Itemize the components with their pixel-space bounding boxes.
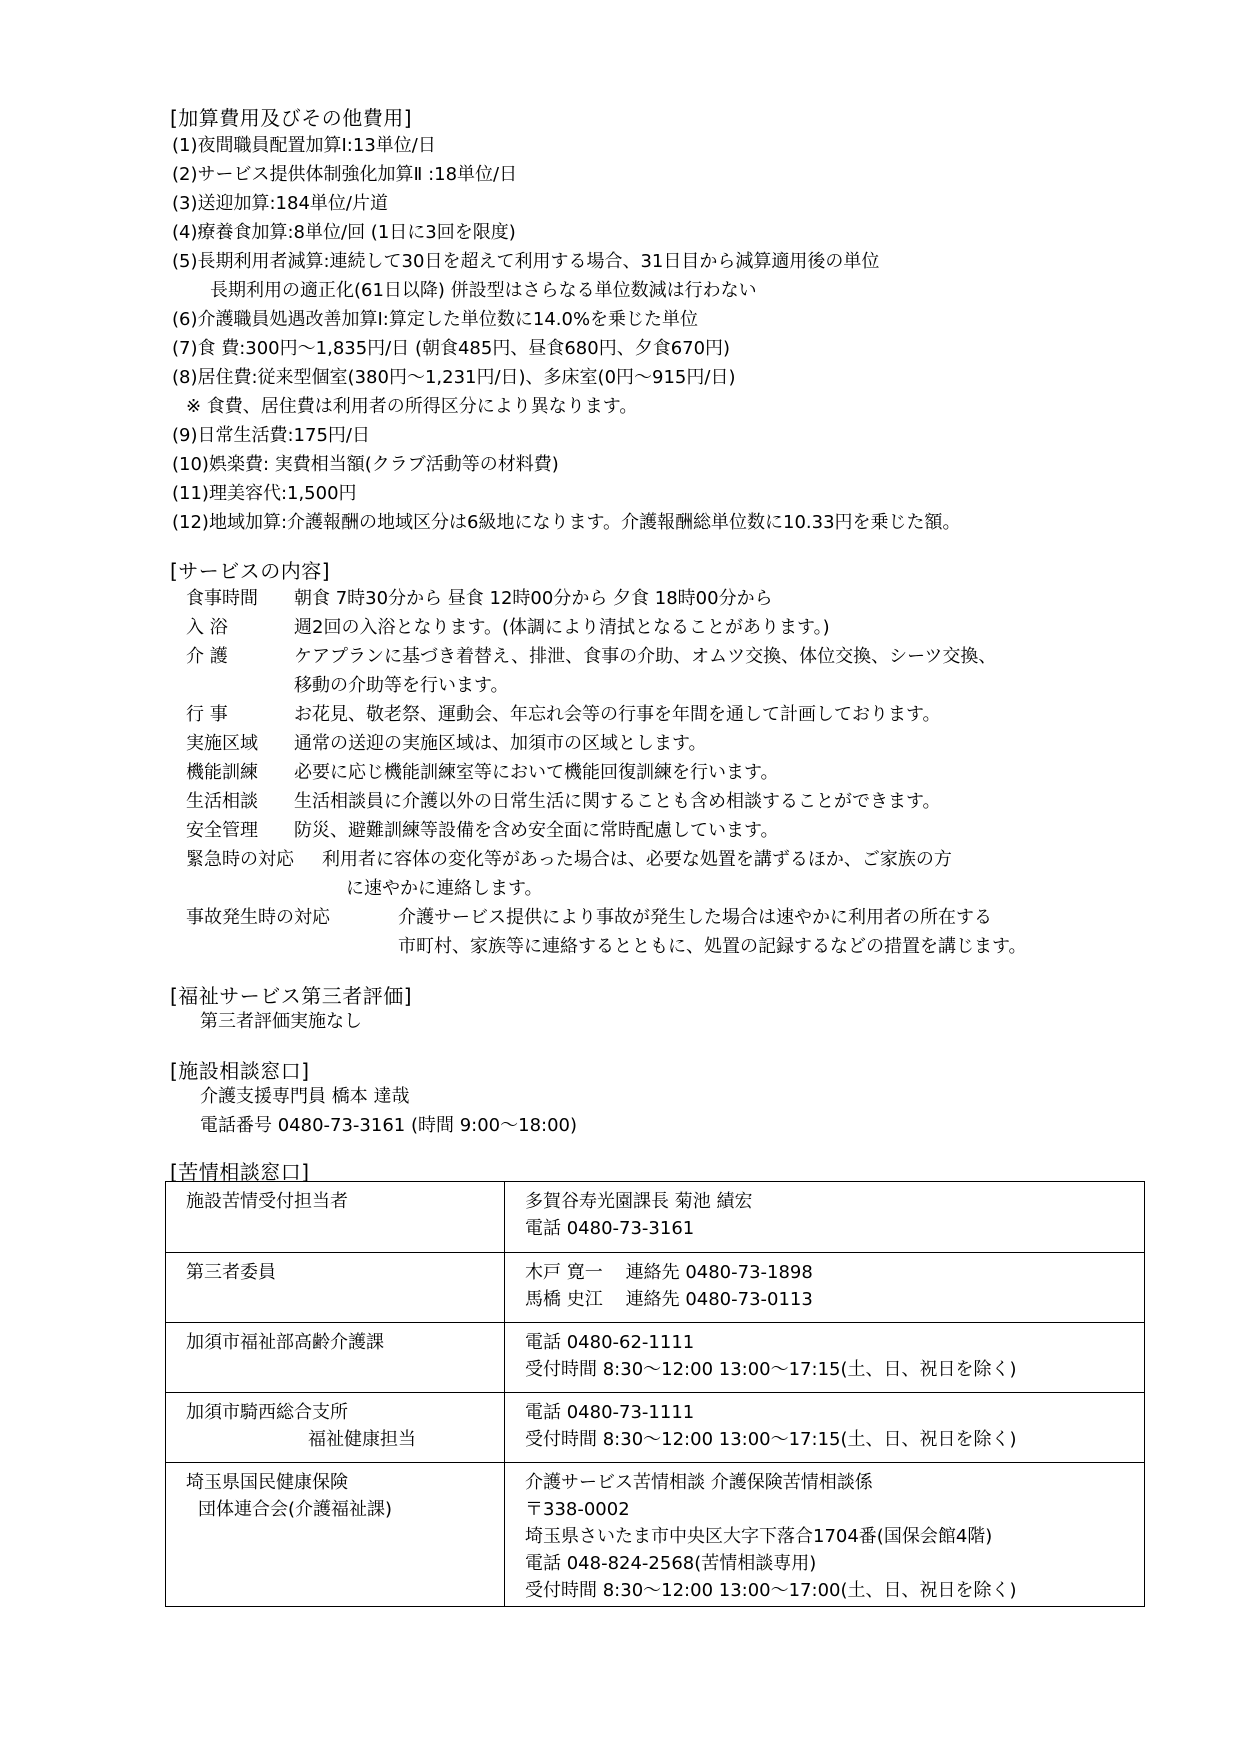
complaint-org-line: 施設苦情受付担当者	[186, 1191, 348, 1212]
complaint-contact-cell	[505, 1253, 1145, 1323]
complaint-contact-line: 電話 0480-73-1111	[525, 1402, 695, 1423]
service-label-area: 実施区域	[186, 733, 258, 754]
fee-item-4: (4)療養食加算:8単位/回 (1日に3回を限度)	[172, 222, 516, 243]
fee-item-10: (10)娯楽費: 実費相当額(クラブ活動等の材料費)	[172, 454, 559, 475]
complaint-org-line: 団体連合会(介護福祉課)	[198, 1499, 393, 1520]
fee-item-2: (2)サービス提供体制強化加算Ⅱ :18単位/日	[172, 164, 518, 185]
complaint-contact-line: 介護サービス苦情相談 介護保険苦情相談係	[525, 1472, 873, 1493]
complaints-table	[165, 1181, 1145, 1607]
service-label-bath: 入 浴	[186, 617, 228, 638]
complaint-org-line: 加須市騎西総合支所	[186, 1402, 348, 1423]
service-label-events: 行 事	[186, 704, 228, 725]
complaint-org-cell	[166, 1253, 505, 1323]
complaint-contact-line: 受付時間 8:30～12:00 13:00～17:00(土、日、祝日を除く)	[525, 1580, 1017, 1601]
complaint-org-line: 第三者委員	[186, 1262, 276, 1283]
fee-item-12: (12)地域加算:介護報酬の地域区分は6級地になります。介護報酬総単位数に10.33円を乗じた額。	[172, 512, 961, 533]
complaint-org-cell	[166, 1323, 505, 1393]
fee-item-6: (6)介護職員処遇改善加算Ⅰ:算定した単位数に14.0%を乗じた単位	[172, 309, 699, 330]
service-label-safety: 安全管理	[186, 820, 258, 841]
complaint-org-line: 埼玉県国民健康保険	[186, 1472, 348, 1493]
complaint-org-cell	[166, 1393, 505, 1463]
evaluation-text: 第三者評価実施なし	[200, 1011, 362, 1032]
service-label-training: 機能訓練	[186, 762, 258, 783]
complaint-contact-cell	[505, 1463, 1145, 1607]
fee-item-8: (8)居住費:従来型個室(380円～1,231円/日)、多床室(0円～915円/日)	[172, 367, 736, 388]
facility-contact-phone: 電話番号 0480-73-3161 (時間 9:00～18:00)	[200, 1115, 578, 1136]
complaint-contact-line: 受付時間 8:30～12:00 13:00～17:15(土、日、祝日を除く)	[525, 1359, 1017, 1380]
fee-item-11: (11)理美容代:1,500円	[172, 483, 357, 504]
service-label-consult: 生活相談	[186, 791, 258, 812]
evaluation-heading: [福祉サービス第三者評価]	[170, 984, 413, 1008]
complaint-contact-line: 〒338-0002	[525, 1499, 630, 1520]
complaint-contact-line: 埼玉県さいたま市中央区大字下落合1704番(国保会館4階)	[525, 1526, 993, 1547]
complaint-contact-line: 木戸 寛一 連絡先 0480-73-1898	[525, 1262, 813, 1283]
service-label-meal: 食事時間	[186, 588, 258, 609]
service-text-consult: 生活相談員に介護以外の日常生活に関することも含め相談することができます。	[294, 791, 941, 812]
fee-item-3: (3)送迎加算:184単位/片道	[172, 193, 388, 214]
service-text-care-cont: 移動の介助等を行います。	[294, 675, 509, 696]
fee-item-7: (7)食 費:300円～1,835円/日 (朝食485円、昼食680円、夕食670円)	[172, 338, 731, 359]
service-text-accident-cont: 市町村、家族等に連絡するとともに、処置の記録するなどの措置を講じます。	[398, 936, 1027, 957]
complaint-contact-line: 多賀谷寿光園課長 菊池 績宏	[525, 1191, 753, 1212]
service-text-safety: 防災、避難訓練等設備を含め安全面に常時配慮しています。	[294, 820, 779, 841]
complaint-contact-cell	[505, 1323, 1145, 1393]
fee-note: ※ 食費、居住費は利用者の所得区分により異なります。	[186, 396, 638, 417]
complaint-org-line: 福祉健康担当	[308, 1429, 416, 1450]
table-row	[166, 1323, 1145, 1393]
table-row	[166, 1253, 1145, 1323]
service-text-events: お花見、敬老祭、運動会、年忘れ会等の行事を年間を通して計画しております。	[294, 704, 941, 725]
complaint-org-line: 加須市福祉部高齢介護課	[186, 1332, 384, 1353]
fee-item-1: (1)夜間職員配置加算Ⅰ:13単位/日	[172, 135, 436, 156]
fees-heading: [加算費用及びその他費用]	[170, 106, 413, 130]
service-label-emergency: 緊急時の対応	[186, 849, 294, 870]
service-text-emergency: 利用者に容体の変化等があった場合は、必要な処置を講ずるほか、ご家族の方	[322, 849, 952, 870]
service-text-care: ケアプランに基づき着替え、排泄、食事の介助、オムツ交換、体位交換、シーツ交換、	[294, 646, 997, 667]
service-text-training: 必要に応じ機能訓練室等において機能回復訓練を行います。	[294, 762, 779, 783]
service-label-accident: 事故発生時の対応	[186, 907, 330, 928]
complaint-contact-line: 電話 0480-73-3161	[525, 1218, 695, 1239]
complaint-contact-line: 電話 0480-62-1111	[525, 1332, 695, 1353]
table-row	[166, 1393, 1145, 1463]
table-row	[166, 1182, 1145, 1253]
fee-item-9: (9)日常生活費:175円/日	[172, 425, 370, 446]
service-text-emergency-cont: に速やかに連絡します。	[346, 878, 543, 899]
complaints-heading: [苦情相談窓口]	[170, 1160, 310, 1184]
complaint-org-cell	[166, 1182, 505, 1253]
service-text-meal: 朝食 7時30分から 昼食 12時00分から 夕食 18時00分から	[294, 588, 773, 609]
service-text-bath: 週2回の入浴となります。(体調により清拭となることがあります。)	[294, 617, 830, 638]
services-heading: [サービスの内容]	[170, 559, 331, 583]
complaint-contact-line: 電話 048-824-2568(苦情相談専用)	[525, 1553, 817, 1574]
facility-contact-heading: [施設相談窓口]	[170, 1059, 310, 1083]
fee-item-5-note: 長期利用の適正化(61日以降) 併設型はさらなる単位数減は行わない	[210, 280, 757, 301]
fee-item-5: (5)長期利用者減算:連続して30日を超えて利用する場合、31日目から減算適用後の単位	[172, 251, 880, 272]
table-row	[166, 1463, 1145, 1607]
complaint-contact-line: 受付時間 8:30～12:00 13:00～17:15(土、日、祝日を除く)	[525, 1429, 1017, 1450]
service-label-care: 介 護	[186, 646, 228, 667]
complaint-contact-cell	[505, 1182, 1145, 1253]
service-text-accident: 介護サービス提供により事故が発生した場合は速やかに利用者の所在する	[398, 907, 992, 928]
service-text-area: 通常の送迎の実施区域は、加須市の区域とします。	[294, 733, 707, 754]
complaint-contact-line: 馬橋 史江 連絡先 0480-73-0113	[525, 1289, 813, 1310]
complaint-org-cell	[166, 1463, 505, 1607]
complaint-contact-cell	[505, 1393, 1145, 1463]
facility-contact-person: 介護支援専門員 橋本 達哉	[200, 1086, 410, 1107]
